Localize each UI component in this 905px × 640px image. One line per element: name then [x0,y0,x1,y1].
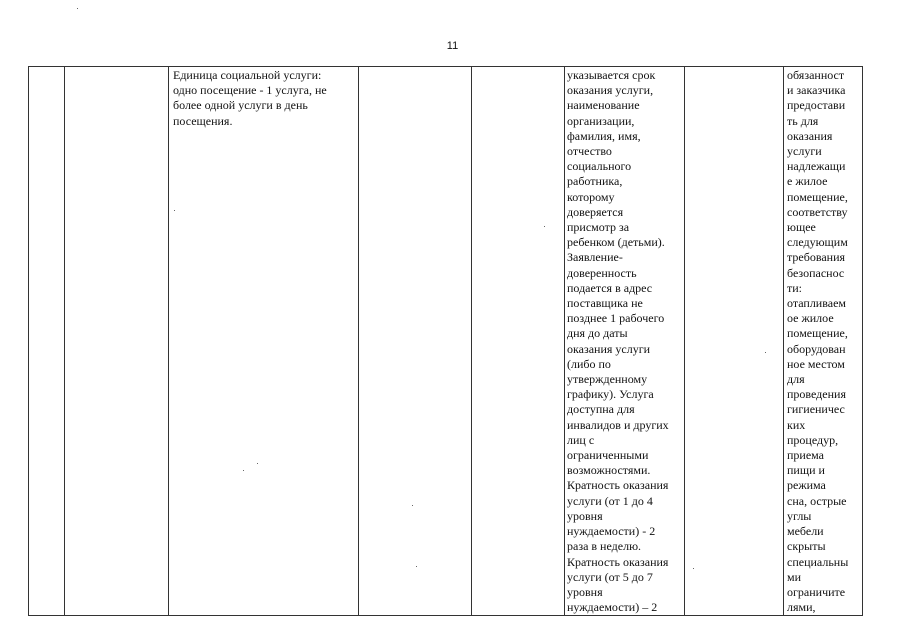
services-table [28,66,863,616]
service-unit-text: Единица социальной услуги: одно посещение - 1 услуга, не более одной услуги в день посещения. [173,68,327,128]
table-row [29,67,863,616]
scan-speck [243,470,244,471]
scan-speck [693,568,694,569]
cell-col-d [359,67,472,616]
cell-col-e [472,67,565,616]
cell-customer-obligations [784,67,863,616]
customer-obligations-text: обязанност и заказчика предостави ть для оказания услуги надлежащи е жилое помещение, соответству ющее следующим требования безопаснос ти: отапливаем ое жилое помещение, оборудован ное местом для проведения гигиеничес ких процедур, приема пищи и режима сна, острые углы мебели скрыты специальны ми ограничите лями, [787,68,849,615]
scan-speck [257,463,258,464]
scan-speck [765,352,766,353]
cell-col-g [685,67,784,616]
page-number: 11 [446,40,459,52]
scan-speck [77,8,78,9]
service-conditions-text: указывается срок оказания услуги, наименование организации, фамилия, имя, отчество социального работника, которому доверяется присмотр за ребенком (детьми). Заявление- доверенность подается в адрес поставщика не позднее 1 рабочего дня до даты оказания услуги (либо по утвержденному графику). Услуга доступна для инвалидов и других лиц с ограниченными возможностями. Кратность оказания услуги (от 1 до 4 уровня нуждаемости) - 2 раза в неделю. Кратность оказания услуги (от 5 до 7 уровня нуждаемости) – 2 [567,68,669,615]
cell-col-b [65,67,169,616]
scan-speck [174,210,175,211]
cell-service-conditions [565,67,685,616]
scan-speck [544,226,545,227]
scan-speck [416,566,417,567]
scan-speck [412,505,413,506]
cell-service-unit [169,67,359,616]
cell-col-a [29,67,65,616]
